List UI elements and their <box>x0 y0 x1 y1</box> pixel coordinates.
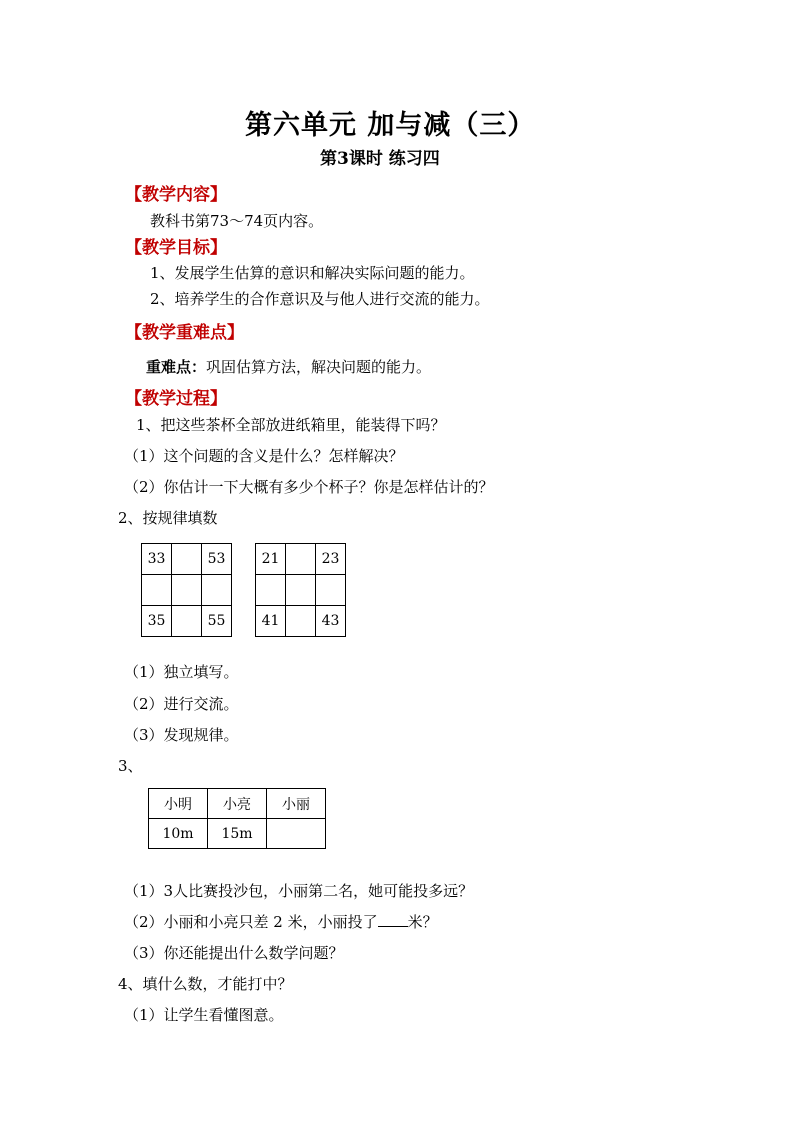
page-title: 第六单元 加与减（三） <box>245 110 536 141</box>
grid-cell: 21 <box>256 544 286 575</box>
grid-cell: 35 <box>142 606 172 637</box>
question-2-step: （1）独立填写。 <box>124 663 239 681</box>
section-heading-key: 【教学重难点】 <box>125 323 244 343</box>
table-header-cell: 小丽 <box>267 789 326 819</box>
grid-cell: 33 <box>142 544 172 575</box>
grid-cell <box>202 575 232 606</box>
question-1-step: （1）这个问题的含义是什么？怎样解决？ <box>124 447 404 465</box>
grid-cell <box>286 544 316 575</box>
goal-item: 1、发展学生估算的意识和解决实际问题的能力。 <box>150 264 475 282</box>
question-3-title: 3、 <box>118 757 143 775</box>
content-text: 教科书第73～74页内容。 <box>150 212 324 230</box>
grid-cell <box>142 575 172 606</box>
key-points-text: 巩固估算方法，解决问题的能力。 <box>206 358 432 376</box>
question-3-step-prefix: （2）小丽和小亮只差 2 米，小丽投了 <box>124 913 378 931</box>
section-heading-goals: 【教学目标】 <box>125 238 227 258</box>
grid-cell <box>256 575 286 606</box>
key-points-label: 重难点： <box>146 358 207 376</box>
question-2-title: 2、按规律填数 <box>118 509 218 527</box>
goal-item: 2、培养学生的合作意识及与他人进行交流的能力。 <box>150 290 490 308</box>
grid-cell <box>172 606 202 637</box>
grid-cell: 43 <box>316 606 346 637</box>
answer-blank <box>378 912 408 927</box>
number-grid-2 <box>255 543 346 637</box>
section-heading-process: 【教学过程】 <box>125 389 227 409</box>
table-cell: 15m <box>208 819 267 849</box>
grid-cell <box>316 575 346 606</box>
grid-cell <box>286 606 316 637</box>
question-4-step: （1）让学生看懂图意。 <box>124 1006 284 1024</box>
grid-cell <box>172 544 202 575</box>
question-2-step: （2）进行交流。 <box>124 695 239 713</box>
grid-cell: 53 <box>202 544 232 575</box>
table-header-cell: 小亮 <box>208 789 267 819</box>
question-1-step: （2）你估计一下大概有多少个杯子？你是怎样估计的？ <box>124 478 494 496</box>
question-3-step: （3）你还能提出什么数学问题？ <box>124 944 344 962</box>
key-points-line <box>146 356 431 377</box>
grid-cell <box>172 575 202 606</box>
grid-cell <box>286 575 316 606</box>
question-2-step: （3）发现规律。 <box>124 726 239 744</box>
question-3-step-suffix: 米？ <box>407 913 438 931</box>
grid-cell: 41 <box>256 606 286 637</box>
section-heading-content: 【教学内容】 <box>125 185 227 205</box>
table-cell <box>267 819 326 849</box>
table-header-cell: 小明 <box>149 789 208 819</box>
grid-cell: 55 <box>202 606 232 637</box>
throw-distance-table <box>148 788 326 849</box>
grid-cell: 23 <box>316 544 346 575</box>
table-cell: 10m <box>149 819 208 849</box>
question-1-title: 1、把这些茶杯全部放进纸箱里，能装得下吗？ <box>136 416 446 434</box>
number-grid-1 <box>141 543 232 637</box>
question-3-step <box>124 911 438 932</box>
lesson-subtitle: 第3课时 练习四 <box>320 149 440 169</box>
question-4-title: 4、填什么数，才能打中？ <box>118 975 293 993</box>
question-3-step: （1）3人比赛投沙包，小丽第二名，她可能投多远？ <box>124 882 474 900</box>
